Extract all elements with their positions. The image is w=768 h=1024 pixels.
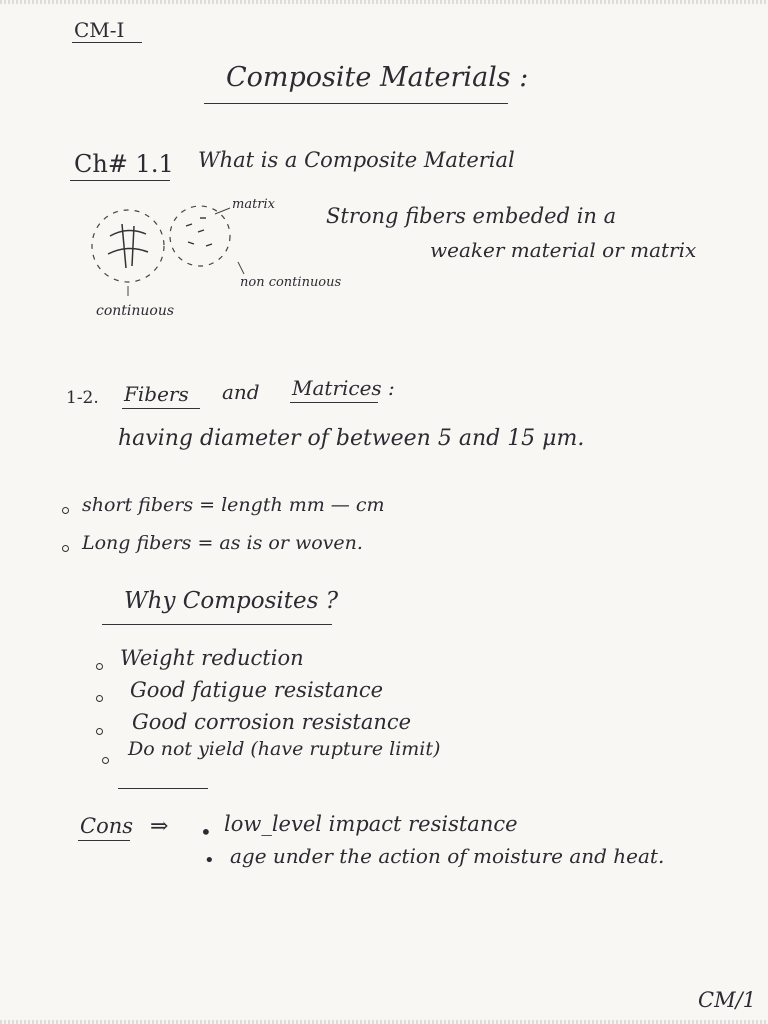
why-bullet-2: Good fatigue resistance xyxy=(130,678,384,702)
label-non-continuous: non continuous xyxy=(240,275,342,290)
cons-item-2: age under the action of moisture and heat. xyxy=(230,844,665,868)
why-bullet-3: Good corrosion resistance xyxy=(132,710,412,734)
bullet-dot xyxy=(62,545,69,552)
page-number-mark: CM/1 xyxy=(698,988,757,1012)
section2-heading-matrices: Matrices : xyxy=(292,376,395,400)
definition-line-1: Strong fibers embeded in a xyxy=(326,204,617,228)
section1-question: What is a Composite Material xyxy=(198,148,515,172)
page-title-underline xyxy=(204,103,508,104)
bullet-dot xyxy=(62,507,69,514)
section2-number: 1-2. xyxy=(66,388,99,408)
section2-heading-and: and xyxy=(222,380,260,404)
bullet-dot xyxy=(102,757,109,764)
cons-label: Cons xyxy=(80,814,134,838)
fiber-sketch-diagram xyxy=(80,196,250,306)
section2-matrices-underline xyxy=(290,402,378,403)
page-label-underline xyxy=(72,42,142,43)
why-bullet-4: Do not yield (have rupture limit) xyxy=(128,738,441,760)
cons-item-1: low_level impact resistance xyxy=(224,812,518,836)
separator-line xyxy=(118,788,208,789)
cons-dot: • xyxy=(200,820,212,844)
section2-fibers-underline xyxy=(122,408,200,409)
section2-heading-fibers: Fibers xyxy=(124,382,189,406)
why-composites-heading: Why Composites ? xyxy=(124,588,339,614)
bullet-dot xyxy=(96,663,103,670)
fiber-bullet-long: Long fibers = as is or woven. xyxy=(82,532,363,554)
fiber-bullet-short: short fibers = length mm — cm xyxy=(82,494,385,516)
scan-edge-top xyxy=(0,0,768,4)
diameter-line: having diameter of between 5 and 15 μm. xyxy=(118,426,585,451)
section1-heading-underline xyxy=(70,180,170,181)
definition-line-2: weaker material or matrix xyxy=(430,238,697,262)
label-matrix: matrix xyxy=(232,197,276,212)
cons-underline xyxy=(78,840,130,841)
why-composites-underline xyxy=(102,624,332,625)
bullet-dot xyxy=(96,728,103,735)
section1-heading: Ch# 1.1 xyxy=(74,150,174,178)
cons-arrow-icon: ⇒ xyxy=(150,814,169,839)
label-continuous: continuous xyxy=(96,303,175,319)
scan-edge-bottom xyxy=(0,1020,768,1024)
why-bullet-1: Weight reduction xyxy=(120,646,304,670)
page-label: CM-I xyxy=(74,18,125,42)
page-title: Composite Materials : xyxy=(226,62,529,93)
cons-dot: • xyxy=(204,850,215,871)
bullet-dot xyxy=(96,695,103,702)
